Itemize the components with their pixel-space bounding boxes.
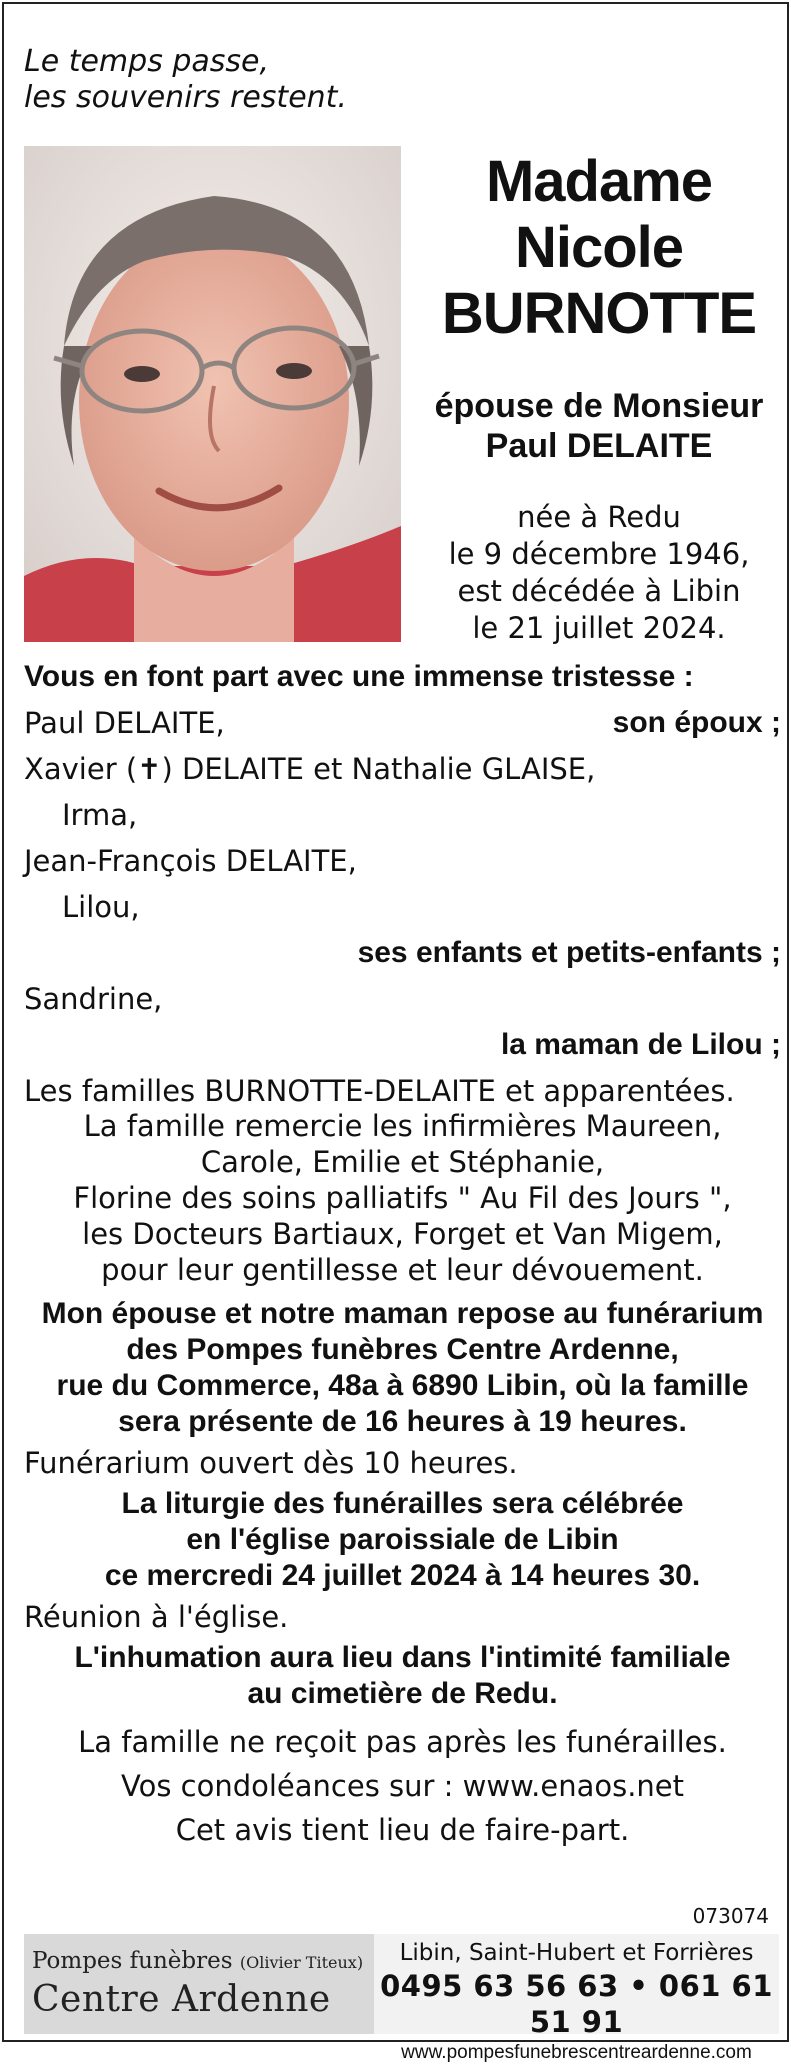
family-member: Jean-François DELAITE, bbox=[24, 844, 357, 878]
birth-place: née à Redu bbox=[517, 500, 681, 534]
family-role: ses enfants et petits-enfants ; bbox=[357, 936, 781, 969]
birth-death-info bbox=[414, 499, 784, 647]
funerarium-line: des Pompes funèbres Centre Ardenne, bbox=[126, 1333, 679, 1366]
deceased-portrait-photo bbox=[24, 146, 401, 642]
family-member: Sandrine, bbox=[24, 982, 163, 1016]
company-phones[interactable]: 0495 63 56 63 • 061 61 51 91 bbox=[380, 1969, 773, 2039]
thanks-line: La famille remercie les infirmières Maureen, bbox=[83, 1109, 722, 1143]
family-role: la maman de Lilou ; bbox=[500, 1028, 781, 1061]
obituary-notice bbox=[2, 2, 789, 2063]
funerarium-line: rue du Commerce, 48a à 6890 Libin, où la famille bbox=[56, 1369, 749, 1402]
liturgy-line: en l'église paroissiale de Libin bbox=[186, 1523, 619, 1556]
burial-line: au cimetière de Redu. bbox=[247, 1677, 558, 1710]
closing-line: Cet avis tient lieu de faire-part. bbox=[175, 1813, 630, 1847]
thanks-line: les Docteurs Bartiaux, Forget et Van Migem, bbox=[82, 1217, 723, 1251]
liturgy-paragraph bbox=[24, 1486, 781, 1594]
birth-date: le 9 décembre 1946, bbox=[448, 537, 750, 571]
company-owner: (Olivier Titeux) bbox=[239, 1953, 364, 1972]
company-cities: Libin, Saint-Hubert et Forrières bbox=[399, 1940, 754, 1966]
closing-line: La famille ne reçoit pas après les funérailles. bbox=[78, 1725, 727, 1759]
death-place: est décédée à Libin bbox=[457, 574, 741, 608]
funeral-home-name bbox=[24, 1934, 374, 2034]
epigraph-quote bbox=[24, 44, 347, 116]
announcement: Vous en font part avec une immense tristesse : bbox=[24, 660, 694, 693]
family-role: son époux ; bbox=[612, 706, 781, 739]
deceased-name bbox=[414, 149, 784, 347]
family-member: Irma, bbox=[62, 798, 138, 832]
name-first: Nicole bbox=[514, 215, 684, 280]
funerarium-line: sera présente de 16 heures à 19 heures. bbox=[118, 1405, 687, 1438]
portrait-illustration bbox=[24, 146, 401, 642]
company-label bbox=[32, 1946, 374, 1978]
family-row-spouse bbox=[24, 700, 781, 746]
name-last: BURNOTTE bbox=[441, 281, 757, 346]
name-title: Madame bbox=[485, 149, 713, 214]
death-date: le 21 juillet 2024. bbox=[472, 611, 726, 645]
thanks-line: Florine des soins palliatifs " Au Fil des Jours ", bbox=[73, 1181, 732, 1215]
liturgy-line: ce mercredi 24 juillet 2024 à 14 heures 30. bbox=[104, 1559, 701, 1592]
thanks-line: Carole, Emilie et Stéphanie, bbox=[200, 1145, 605, 1179]
spouse-info bbox=[414, 386, 784, 466]
funerarium-line: Mon épouse et notre maman repose au funérarium bbox=[41, 1297, 764, 1330]
quote-line: les souvenirs restent. bbox=[24, 80, 347, 115]
quote-line: Le temps passe, bbox=[24, 44, 270, 79]
condolences-link[interactable]: Vos condoléances sur : www.enaos.net bbox=[120, 1769, 685, 1803]
burial-line: L'inhumation aura lieu dans l'intimité familiale bbox=[74, 1641, 731, 1674]
company-website-link[interactable]: www.pompesfunebrescentreardenne.com bbox=[401, 2042, 752, 2063]
family-member: Lilou, bbox=[62, 890, 140, 924]
notice-code: 073074 bbox=[692, 1904, 769, 1928]
notice-body bbox=[24, 654, 781, 1852]
thanks-line: pour leur gentillesse et leur dévouement. bbox=[101, 1253, 704, 1287]
funeral-home-contact bbox=[374, 1934, 779, 2063]
liturgy-line: La liturgie des funérailles sera célébrée bbox=[121, 1487, 684, 1520]
company-small: Pompes funèbres bbox=[32, 1948, 233, 1974]
spouse-line: épouse de Monsieur bbox=[434, 387, 764, 425]
burial-paragraph bbox=[24, 1640, 781, 1712]
funeral-home-banner bbox=[24, 1934, 779, 2063]
funerarium-paragraph bbox=[24, 1296, 781, 1440]
closing-paragraph bbox=[24, 1720, 781, 1852]
funerarium-opening: Funérarium ouvert dès 10 heures. bbox=[24, 1446, 518, 1480]
thanks-paragraph bbox=[24, 1108, 781, 1288]
church-meeting: Réunion à l'église. bbox=[24, 1600, 289, 1634]
family-member: Les familles BURNOTTE-DELAITE et apparentées. bbox=[24, 1074, 735, 1108]
family-member: Xavier (✝) DELAITE et Nathalie GLAISE, bbox=[24, 752, 596, 786]
company-big: Centre Ardenne bbox=[32, 1979, 331, 2020]
spouse-name: Paul DELAITE bbox=[485, 427, 713, 465]
family-member: Paul DELAITE, bbox=[24, 706, 225, 740]
